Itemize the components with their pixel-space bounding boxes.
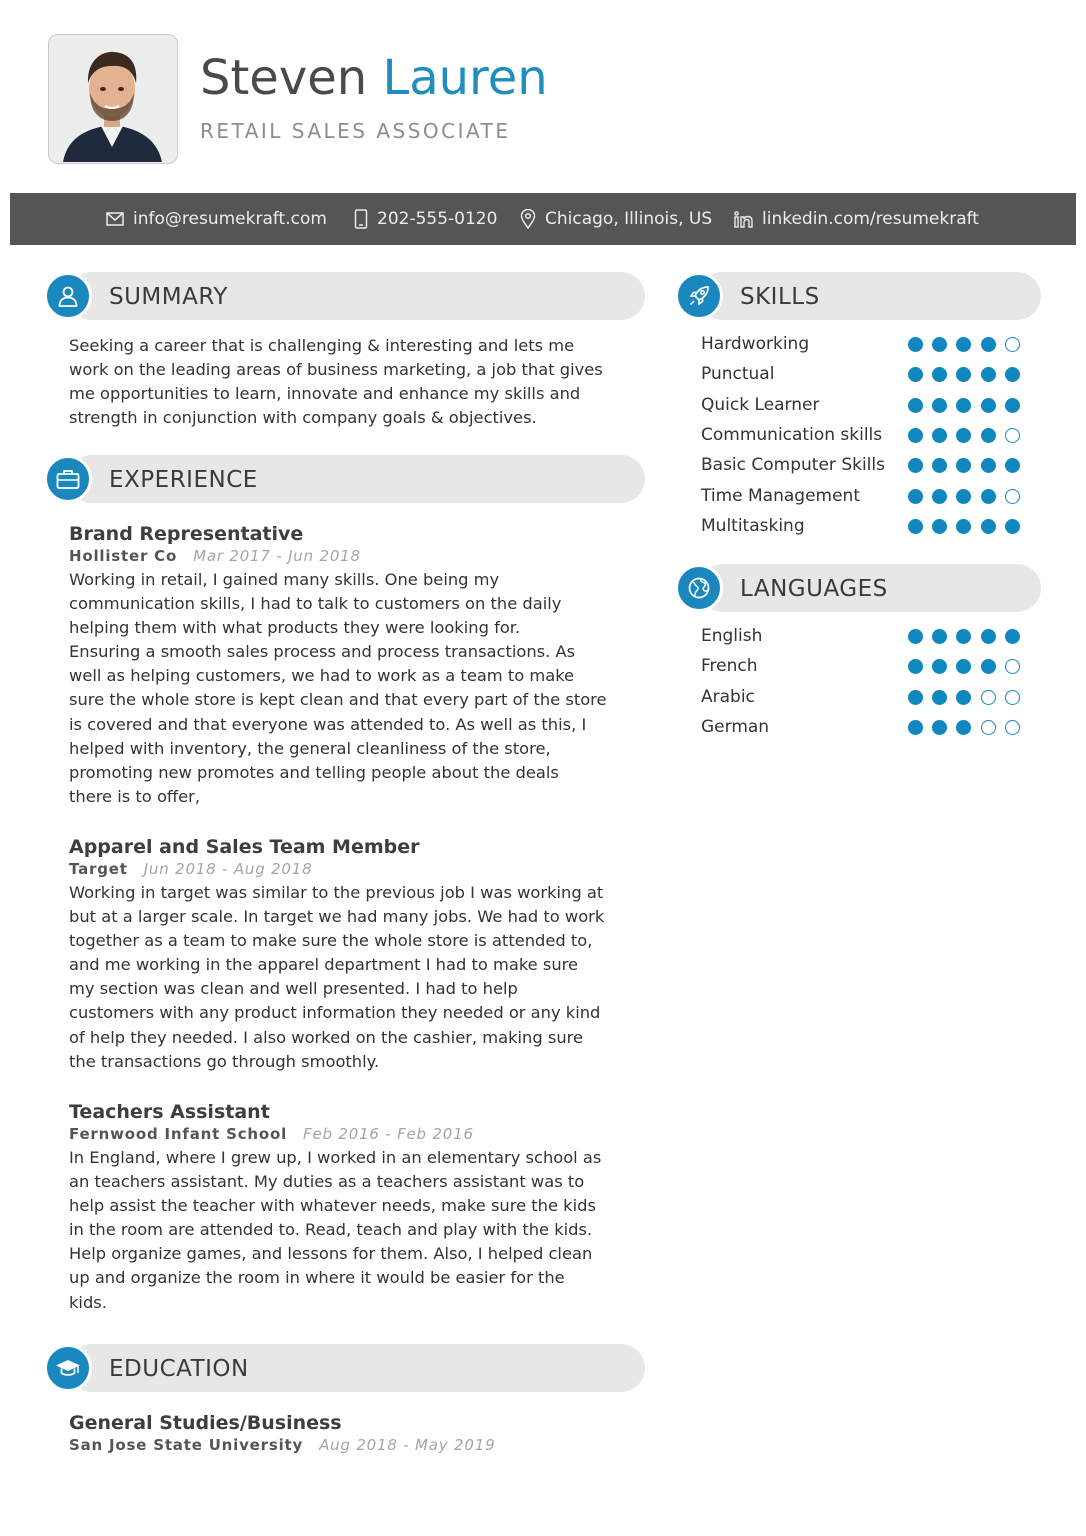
rating-dots [908, 720, 1029, 735]
linkedin-text: linkedin.com/resumekraft [762, 209, 979, 229]
job-dates: Feb 2016 - Feb 2016 [303, 1125, 474, 1143]
rating-dot-filled [932, 489, 947, 504]
rating-dots [908, 398, 1029, 413]
job-meta [69, 860, 604, 878]
rating-dot-filled [956, 720, 971, 735]
rating-dot-filled [932, 720, 947, 735]
section-header-summary [44, 272, 645, 320]
rating-dots [908, 690, 1029, 705]
description-line: the transactions go through smoothly. [69, 1051, 380, 1071]
rating-dot-filled [981, 398, 996, 413]
rating-dot-empty [1005, 489, 1020, 504]
rating-dot-filled [932, 337, 947, 352]
rating-dot-filled [932, 367, 947, 382]
description-line: and me working in the apparel department I had to make sure [69, 955, 579, 975]
rating-dot-empty [1005, 428, 1020, 443]
rating-dot-empty [981, 720, 996, 735]
rating-dot-empty [1005, 720, 1020, 735]
education-meta [69, 1436, 495, 1454]
rating-row [701, 712, 1031, 742]
rating-label: Quick Learner [701, 394, 820, 415]
rating-row [701, 481, 1031, 511]
section-header-education [44, 1344, 645, 1392]
briefcase-icon [56, 468, 80, 490]
rating-dot-filled [908, 398, 923, 413]
section-icon-circle [675, 272, 723, 320]
rating-row [701, 420, 1031, 450]
user-icon [56, 284, 80, 308]
section-icon-circle [44, 272, 92, 320]
portrait-image [49, 35, 176, 162]
section-header-experience [44, 455, 645, 503]
description-line: an teachers assistant. My duties as a teachers assistant was to [69, 1172, 585, 1192]
company-name: Fernwood Infant School [69, 1125, 288, 1143]
section-header-skills [675, 272, 1041, 320]
description-line: customers with any product information they needed or any kind [69, 1003, 601, 1023]
rating-dot-filled [908, 367, 923, 382]
rating-row [701, 450, 1031, 480]
description-line: my section was clean and well presented. I had to help [69, 979, 518, 999]
contact-linkedin[interactable] [734, 193, 979, 245]
job-entry [69, 836, 604, 1074]
rating-label: Time Management [701, 485, 860, 506]
description-line: promoting new promotes and telling people about the deals [69, 762, 559, 782]
globe-icon [687, 576, 711, 600]
rating-dot-filled [932, 428, 947, 443]
contact-email[interactable] [106, 193, 327, 245]
job-meta [69, 547, 607, 565]
rating-dot-filled [1005, 519, 1020, 534]
rating-dot-filled [908, 337, 923, 352]
graduation-cap-icon [55, 1357, 81, 1379]
phone-text: 202-555-0120 [377, 209, 498, 229]
rating-dot-filled [1005, 458, 1020, 473]
rating-dot-empty [1005, 690, 1020, 705]
rating-row [701, 682, 1031, 712]
section-title: EXPERIENCE [109, 467, 258, 493]
contact-location[interactable] [520, 193, 712, 245]
rating-dot-filled [908, 629, 923, 644]
rating-dot-filled [956, 458, 971, 473]
rating-dot-filled [956, 659, 971, 674]
description-line: of help they needed. I also worked on the cashier, making sure [69, 1027, 584, 1047]
rating-dot-filled [908, 458, 923, 473]
description-line: helping them with what products they were looking for. [69, 618, 521, 638]
job-description [69, 881, 604, 1074]
rating-dot-filled [932, 398, 947, 413]
job-entry [69, 1101, 601, 1315]
rating-dot-filled [981, 337, 996, 352]
summary-line: strength in conjunction with company goals & objectives. [69, 408, 537, 428]
description-line: there is to offer, [69, 786, 201, 806]
rating-dot-filled [956, 489, 971, 504]
summary-line: me opportunities to learn, innovate and enhance my skills and [69, 384, 581, 404]
rating-dot-filled [932, 659, 947, 674]
rating-dot-filled [956, 519, 971, 534]
rating-dot-filled [981, 367, 996, 382]
first-name: Steven [200, 50, 368, 106]
description-line: but at a larger scale. In target we had many jobs. We had to work [69, 907, 605, 927]
job-description [69, 1146, 601, 1315]
contact-bar [10, 193, 1076, 245]
rating-dot-empty [981, 690, 996, 705]
rating-dot-filled [908, 720, 923, 735]
rating-row [701, 390, 1031, 420]
rating-dots [908, 659, 1029, 674]
rating-dot-filled [908, 519, 923, 534]
envelope-icon [106, 212, 124, 226]
degree-name: General Studies/Business [69, 1412, 342, 1434]
school-name: San Jose State University [69, 1436, 304, 1454]
rating-dot-filled [981, 519, 996, 534]
skills-list [701, 329, 1031, 541]
description-line: Working in target was similar to the previous job I was working at [69, 883, 604, 902]
rating-label: Punctual [701, 364, 775, 385]
last-name: Lauren [382, 50, 548, 106]
rating-dot-empty [1005, 337, 1020, 352]
job-title: RETAIL SALES ASSOCIATE [200, 119, 511, 143]
section-header-languages [675, 564, 1041, 612]
rating-dot-filled [932, 519, 947, 534]
email-text: info@resumekraft.com [133, 209, 327, 229]
rating-label: German [701, 716, 770, 737]
rating-dots [908, 458, 1029, 473]
rating-dots [908, 367, 1029, 382]
company-name: Target [69, 860, 128, 878]
rating-dot-filled [1005, 398, 1020, 413]
description-line: help assist the teacher with whatever needs, make sure the kids [69, 1196, 596, 1216]
description-line: kids. [69, 1292, 107, 1312]
description-line: communication skills, I had to talk to customers on the daily [69, 594, 562, 614]
rating-row [701, 359, 1031, 389]
phone-icon [354, 209, 368, 229]
rating-label: Arabic [701, 686, 755, 707]
rating-label: Communication skills [701, 424, 883, 445]
rating-dot-filled [981, 428, 996, 443]
section-icon-circle [44, 455, 92, 503]
description-line: Help organize games, and lessons for them. Also, I helped clean [69, 1244, 593, 1264]
rating-dots [908, 489, 1029, 504]
summary-text [69, 334, 603, 430]
rating-dot-filled [932, 690, 947, 705]
job-description [69, 568, 607, 809]
rating-dot-filled [981, 458, 996, 473]
job-dates: Mar 2017 - Jun 2018 [193, 547, 361, 565]
contact-phone[interactable] [354, 193, 497, 245]
rating-dot-filled [1005, 367, 1020, 382]
rating-dot-filled [932, 458, 947, 473]
education-dates: Aug 2018 - May 2019 [319, 1436, 496, 1454]
job-title-text: Apparel and Sales Team Member [69, 836, 420, 858]
job-entry [69, 523, 607, 809]
description-line: is covered and that everyone was attended to. As well as this, I [69, 714, 587, 734]
job-dates: Jun 2018 - Aug 2018 [143, 860, 313, 878]
rating-dot-filled [956, 629, 971, 644]
rating-dots [908, 519, 1029, 534]
job-title-text: Teachers Assistant [69, 1101, 270, 1123]
location-text: Chicago, Illinois, US [545, 209, 713, 229]
description-line: up and organize the room in where it would be easier for the [69, 1268, 565, 1288]
description-line: well as helping customers, we had to work as a team to make [69, 666, 575, 686]
rating-dot-filled [908, 659, 923, 674]
linkedin-icon [734, 211, 753, 228]
rating-dot-filled [908, 690, 923, 705]
profile-photo [48, 34, 178, 164]
description-line: sure the whole store is kept clean and that every part of the store [69, 690, 607, 710]
rating-label: Hardworking [701, 334, 810, 354]
section-title: EDUCATION [109, 1356, 249, 1382]
rating-dot-empty [1005, 659, 1020, 674]
rating-dot-filled [956, 367, 971, 382]
rating-label: English [701, 626, 763, 646]
rating-dot-filled [956, 337, 971, 352]
rating-dot-filled [956, 428, 971, 443]
rating-label: Basic Computer Skills [701, 455, 885, 476]
rating-label: French [701, 656, 758, 677]
rating-row [701, 329, 1031, 359]
rating-row [701, 511, 1031, 541]
description-line: together as a team to make sure the whole store is attended to, [69, 931, 593, 951]
rating-dots [908, 629, 1029, 644]
rating-dot-filled [932, 629, 947, 644]
map-pin-icon [520, 209, 536, 229]
education-entry [69, 1412, 495, 1454]
rating-label: Multitasking [701, 515, 805, 536]
rating-dot-filled [908, 428, 923, 443]
languages-list [701, 621, 1031, 743]
rating-dot-filled [908, 489, 923, 504]
rating-dot-filled [981, 659, 996, 674]
rating-dot-filled [981, 629, 996, 644]
rating-row [701, 651, 1031, 681]
rating-dot-filled [956, 398, 971, 413]
rocket-icon [687, 284, 711, 308]
rating-dot-filled [956, 690, 971, 705]
job-meta [69, 1125, 601, 1143]
description-line: in the room are attended to. Read, teach and play with the kids. [69, 1220, 593, 1240]
section-icon-circle [44, 1344, 92, 1392]
candidate-name [200, 52, 548, 105]
summary-line: Seeking a career that is challenging & interesting and lets me [69, 336, 575, 355]
rating-row [701, 621, 1031, 651]
company-name: Hollister Co [69, 547, 178, 565]
section-title: LANGUAGES [740, 576, 888, 602]
description-line: In England, where I grew up, I worked in an elementary school as [69, 1148, 602, 1167]
rating-dots [908, 428, 1029, 443]
section-title: SUMMARY [109, 284, 228, 310]
rating-dots [908, 337, 1029, 352]
description-line: Ensuring a smooth sales process and process transactions. As [69, 642, 576, 662]
section-icon-circle [675, 564, 723, 612]
job-title-text: Brand Representative [69, 523, 304, 545]
description-line: helped with inventory, the general cleanliness of the store, [69, 738, 551, 758]
summary-line: work on the leading areas of business marketing, a job that gives [69, 360, 603, 380]
rating-dot-filled [1005, 629, 1020, 644]
description-line: Working in retail, I gained many skills. One being my [69, 570, 500, 589]
rating-dot-filled [981, 489, 996, 504]
section-title: SKILLS [740, 284, 820, 310]
